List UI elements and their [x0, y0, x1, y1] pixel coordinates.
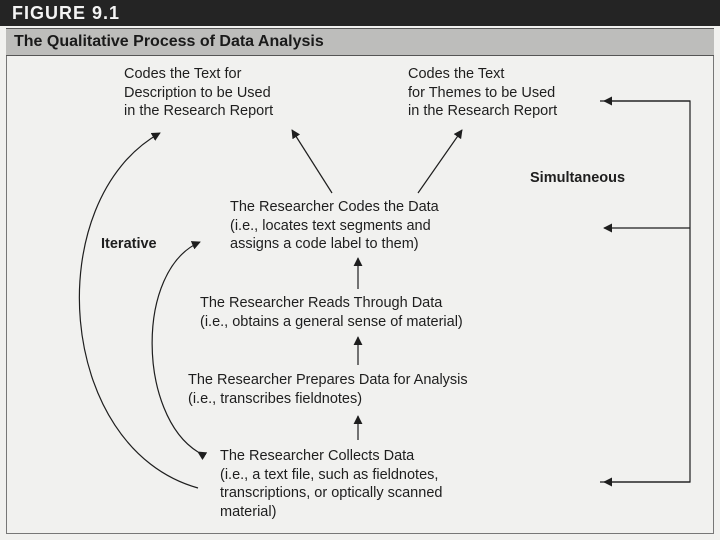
node-codes-themes: Codes the Text for Themes to be Used in the Research Report [408, 66, 558, 119]
figure-number: FIGURE 9.1 [12, 3, 121, 23]
label-iterative: Iterative [101, 236, 157, 252]
node-codes-description: Codes the Text for Description to be Used in the Research Report [124, 66, 274, 119]
simultaneous-bracket [600, 101, 690, 482]
node-collects-data: The Researcher Collects Data (i.e., a text file, such as fieldnotes, transcriptions, or optically scanned material) [220, 448, 443, 520]
node-reads-data: The Researcher Reads Through Data (i.e., obtains a general sense of material) [200, 295, 463, 330]
iterative-inner-curve [152, 242, 200, 452]
arrow-codes-to-description [292, 130, 332, 193]
node-codes-data: The Researcher Codes the Data (i.e., locates text segments and assigns a code label to them) [230, 199, 439, 252]
arrow-codes-to-themes [418, 130, 462, 193]
iterative-outer-curve [79, 133, 198, 488]
label-simultaneous: Simultaneous [530, 170, 626, 186]
figure-title: The Qualitative Process of Data Analysis [14, 33, 324, 50]
node-prepares-data: The Researcher Prepares Data for Analysis (i.e., transcribes fieldnotes) [188, 372, 468, 407]
